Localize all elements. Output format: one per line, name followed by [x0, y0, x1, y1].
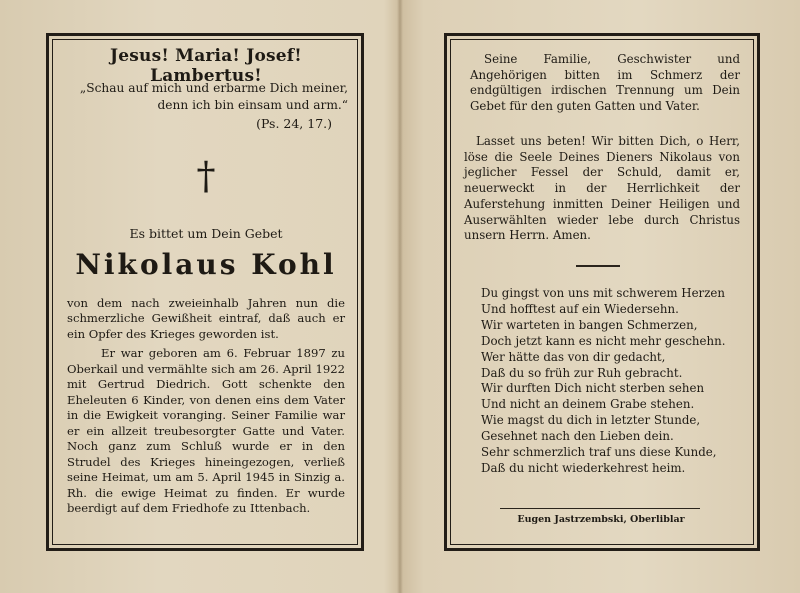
family-request-text: Seine Familie, Geschwister und Angehörigen bitten im Schmerz der endgültigen irdischen Trennung um Dein Gebet für den guten Gatten und Vater.: [470, 52, 740, 113]
psalm-reference: (Ps. 24, 17.): [256, 116, 332, 131]
poem-line: Wir durften Dich nicht sterben sehen: [481, 381, 705, 396]
death-notice-text: von dem nach zweieinhalb Jahren nun die schmerzliche Gewißheit eintraf, daß auch er ein Opfer des Krieges geworden ist.: [67, 296, 345, 341]
poem-line: Sehr schmerzlich traf uns diese Kunde,: [481, 445, 717, 460]
printer-credit: Eugen Jastrzembski, Oberliblar: [517, 514, 685, 525]
printer-rule: [500, 508, 700, 509]
poem-line: Wie magst du dich in letzter Stunde,: [481, 413, 701, 428]
poem-line: Du gingst von uns mit schwerem Herzen: [481, 286, 725, 300]
poem-line: Gesehnet nach den Lieben dein.: [481, 429, 674, 444]
invocation-heading: Jesus! Maria! Josef! Lambertus!: [110, 46, 302, 86]
prayer-text: Lasset uns beten! Wir bitten Dich, o Herr, löse die Seele Deines Dieners Nikolaus von jeglicher Fessel der Schuld, damit er, neuerweckt in der Herrlichkeit der Auferstehung inmitten Deiner Heiligen und Auserwählten wieder lebe durch Christus unsern Herrn. Amen.: [464, 134, 740, 243]
poem-line: Daß du so früh zur Ruh gebracht.: [481, 365, 683, 380]
poem-line: Und hofftest auf ein Wiedersehn.: [481, 301, 679, 316]
poem-line: Wer hätte das von dir gedacht,: [481, 349, 666, 364]
poem-line: Und nicht an deinem Grabe stehen.: [481, 397, 695, 412]
poem-line: Wir warteten in bangen Schmerzen,: [481, 317, 698, 332]
poem-line: Doch jetzt kann es nicht mehr geschehn.: [481, 333, 726, 348]
deceased-name: Nikolaus Kohl: [75, 248, 337, 281]
memorial-poem: [481, 286, 751, 477]
card-fold: [397, 0, 403, 593]
divider-line: [576, 265, 620, 267]
biography-text: Er war geboren am 6. Februar 1897 zu Oberkail und vermählte sich am 26. April 1922 mit Gertrud Diedrich. Gott schenkte den Eheleuten 6 Kinder, von denen eins dem Vater in die Ewigkeit voranging. Seiner Familie war er ein allzeit treubesorgter Gatte und Vater. Noch ganz zum Schluß wurde er in den Strudel des Krieges hineingezogen, verließ seine Heimat, um am 5. April 1945 in Sinzig a. Rh. die ewige Heimat zu finden. Er wurde beerdigt auf dem Friedhofe zu Ittenbach.: [67, 346, 345, 515]
psalm-quote: „Schau auf mich und erbarme Dich meiner, denn ich bin einsam und arm.“: [79, 81, 348, 112]
prayer-request: Es bittet um Dein Gebet: [129, 226, 283, 241]
poem-line: Daß du nicht wiederkehrest heim.: [481, 460, 686, 475]
cross-icon: †: [196, 154, 216, 198]
